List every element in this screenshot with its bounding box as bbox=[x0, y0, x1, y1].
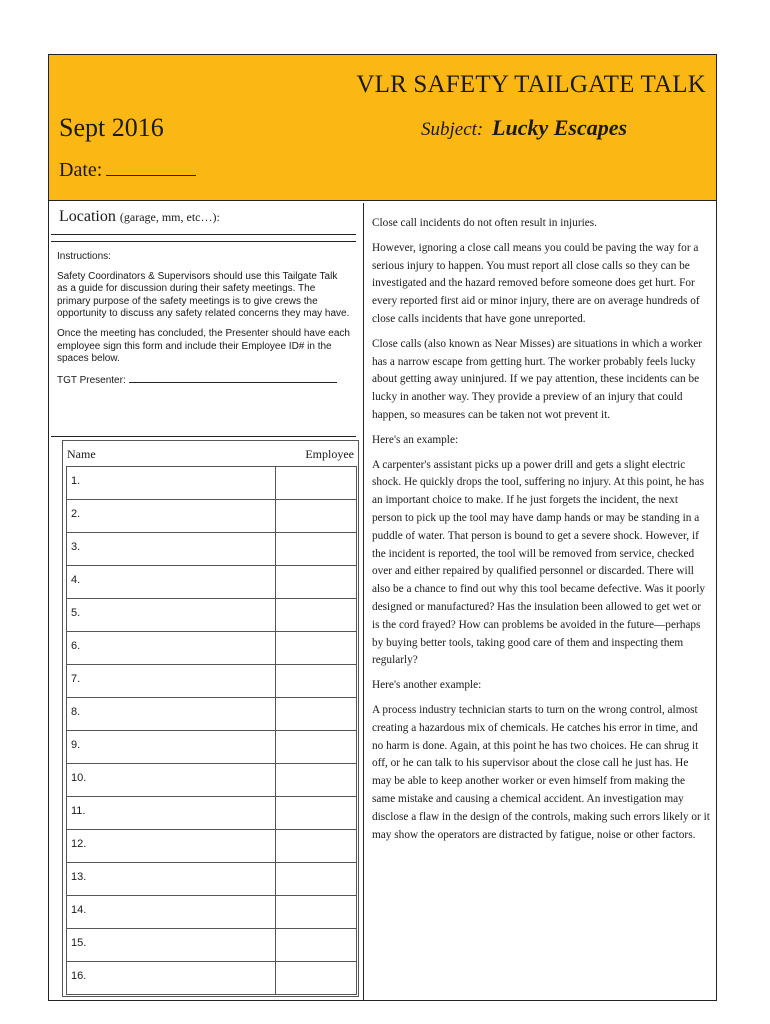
employee-id-cell[interactable] bbox=[276, 731, 357, 764]
subject-label: Subject: bbox=[421, 119, 484, 140]
employee-id-cell[interactable] bbox=[276, 599, 357, 632]
employee-id-cell[interactable] bbox=[276, 797, 357, 830]
table-row bbox=[67, 566, 357, 599]
employee-id-cell[interactable] bbox=[276, 962, 357, 995]
table-row bbox=[67, 467, 357, 500]
instructions-box bbox=[51, 241, 356, 437]
signature-table bbox=[66, 466, 357, 995]
employee-id-cell[interactable] bbox=[276, 533, 357, 566]
instructions-paragraph-2: Once the meeting has concluded, the Presenter should have each employee sign this form and include their Employee ID# in the spaces below. bbox=[57, 327, 350, 365]
employee-id-cell[interactable] bbox=[276, 566, 357, 599]
body-paragraph: Close calls (also known as Near Misses) are situations in which a worker has a narrow escape from getting hurt. The worker probably feels lucky about getting away uninjured. If we pay attention, these incidents can be lucky in another way. They provide a preview of an injury that could happen, so measures can be taken not wot prevent it. bbox=[372, 337, 703, 421]
employee-id-cell[interactable] bbox=[276, 500, 357, 533]
body-paragraph: However, ignoring a close call means you could be paving the way for a serious injury to happen. You must report all close calls so they can be investigated and the hazard removed before someone does get hurt. For every reported first aid or minor injury, there are on average hundreds of close calls incidents that have gone unreported. bbox=[372, 241, 700, 325]
name-cell[interactable] bbox=[67, 665, 276, 698]
name-cell[interactable] bbox=[67, 764, 276, 797]
table-row bbox=[67, 731, 357, 764]
table-row bbox=[67, 797, 357, 830]
location-hint: (garage, mm, etc…): bbox=[119, 210, 220, 224]
name-cell[interactable] bbox=[67, 797, 276, 830]
location-field bbox=[51, 205, 356, 235]
name-cell[interactable] bbox=[67, 929, 276, 962]
table-row bbox=[67, 698, 357, 731]
name-cell[interactable] bbox=[67, 731, 276, 764]
table-row bbox=[67, 500, 357, 533]
row-number: 6. bbox=[71, 640, 81, 652]
row-number: 1. bbox=[71, 475, 81, 487]
location-label: Location bbox=[59, 208, 116, 225]
instructions-paragraph-1: Safety Coordinators & Supervisors should use this Tailgate Talk as a guide for discussion during their safety meetings. The primary purpose of the safety meetings is to give crews the opportunity to discuss any safety related concerns they may have. bbox=[57, 270, 350, 320]
row-number: 13. bbox=[71, 871, 87, 883]
body-paragraph: Here's another example: bbox=[372, 679, 482, 692]
employee-id-cell[interactable] bbox=[276, 467, 357, 500]
table-row bbox=[67, 632, 357, 665]
name-cell[interactable] bbox=[67, 698, 276, 731]
body-paragraph: Here's an example: bbox=[372, 433, 459, 446]
presenter-label: TGT Presenter: bbox=[57, 374, 126, 386]
employee-id-cell[interactable] bbox=[276, 929, 357, 962]
employee-id-cell[interactable] bbox=[276, 698, 357, 731]
row-number: 16. bbox=[71, 970, 87, 982]
body-paragraph: A carpenter's assistant picks up a power drill and gets a slight electric shock. He quickly drops the tool, suffering no injury. At this point, he has an important choice to make. If he just forgets the incident, the next person to pick up the tool may have damp hands or may be standing in a puddle of water. That person is bound to get a severe shock. However, if the incident is reported, the tool will be removed from service, checked over and either repaired by qualified personnel or discarded. There will also be a chance to find out why this tool became defective. Was it poorly designed or manufactured? Has the insulation been allowed to get wet or is the cord frayed? How can problems be avoided in the future—perhaps by buying better tools, taking good care of them and inspecting them regularly? bbox=[372, 458, 705, 667]
employee-id-cell[interactable] bbox=[276, 665, 357, 698]
header-banner bbox=[49, 55, 716, 201]
name-cell[interactable] bbox=[67, 599, 276, 632]
name-cell[interactable] bbox=[67, 863, 276, 896]
subject bbox=[421, 115, 627, 141]
table-row bbox=[67, 929, 357, 962]
table-row bbox=[67, 599, 357, 632]
subject-value: Lucky Escapes bbox=[492, 115, 628, 140]
row-number: 10. bbox=[71, 772, 87, 784]
employee-id-cell[interactable] bbox=[276, 896, 357, 929]
employee-column-header: Employee bbox=[305, 447, 354, 461]
row-number: 14. bbox=[71, 904, 87, 916]
name-cell[interactable] bbox=[67, 467, 276, 500]
name-cell[interactable] bbox=[67, 566, 276, 599]
presenter-field bbox=[57, 373, 350, 388]
row-number: 9. bbox=[71, 739, 81, 751]
employee-id-cell[interactable] bbox=[276, 632, 357, 665]
employee-id-cell[interactable] bbox=[276, 830, 357, 863]
talk-body bbox=[363, 203, 718, 1001]
row-number: 5. bbox=[71, 607, 81, 619]
name-cell[interactable] bbox=[67, 830, 276, 863]
row-number: 4. bbox=[71, 574, 81, 586]
date-label: Date: bbox=[59, 159, 103, 181]
instructions-heading: Instructions: bbox=[57, 251, 111, 262]
table-row bbox=[67, 962, 357, 995]
name-cell[interactable] bbox=[67, 500, 276, 533]
table-row bbox=[67, 830, 357, 863]
row-number: 11. bbox=[71, 805, 86, 817]
name-cell[interactable] bbox=[67, 533, 276, 566]
date-blank-line[interactable] bbox=[106, 159, 196, 176]
name-cell[interactable] bbox=[67, 896, 276, 929]
table-row bbox=[67, 665, 357, 698]
form-title: VLR SAFETY TAILGATE TALK bbox=[356, 71, 706, 98]
form-page bbox=[48, 54, 717, 1001]
row-number: 3. bbox=[71, 541, 81, 553]
body-paragraph: A process industry technician starts to turn on the wrong control, almost creating a hazardous mix of chemicals. He catches his error in time, and no harm is done. Again, at this point he has two choices. He can shrug it off, or he can talk to his supervisor about the close call he just has. He may be able to keep another worker or even himself from making the same mistake and causing a chemical accident. An investigation may disclose a flaw in the design of the controls, making such errors likely or it may show the operators are distracted by fatigue, noise or other factors. bbox=[372, 703, 710, 841]
table-row bbox=[67, 533, 357, 566]
table-row bbox=[67, 764, 357, 797]
name-cell[interactable] bbox=[67, 632, 276, 665]
name-column-header: Name bbox=[67, 447, 96, 461]
row-number: 8. bbox=[71, 706, 81, 718]
row-number: 7. bbox=[71, 673, 81, 685]
employee-id-cell[interactable] bbox=[276, 863, 357, 896]
row-number: 12. bbox=[71, 838, 87, 850]
row-number: 15. bbox=[71, 937, 87, 949]
date-field bbox=[59, 159, 196, 182]
name-cell[interactable] bbox=[67, 962, 276, 995]
signature-table-box bbox=[62, 440, 359, 997]
table-row bbox=[67, 896, 357, 929]
row-number: 2. bbox=[71, 508, 81, 520]
body-paragraph: Close call incidents do not often result in injuries. bbox=[372, 217, 597, 229]
presenter-blank-line[interactable] bbox=[129, 373, 337, 383]
form-month: Sept 2016 bbox=[59, 113, 164, 142]
table-row bbox=[67, 863, 357, 896]
employee-id-cell[interactable] bbox=[276, 764, 357, 797]
